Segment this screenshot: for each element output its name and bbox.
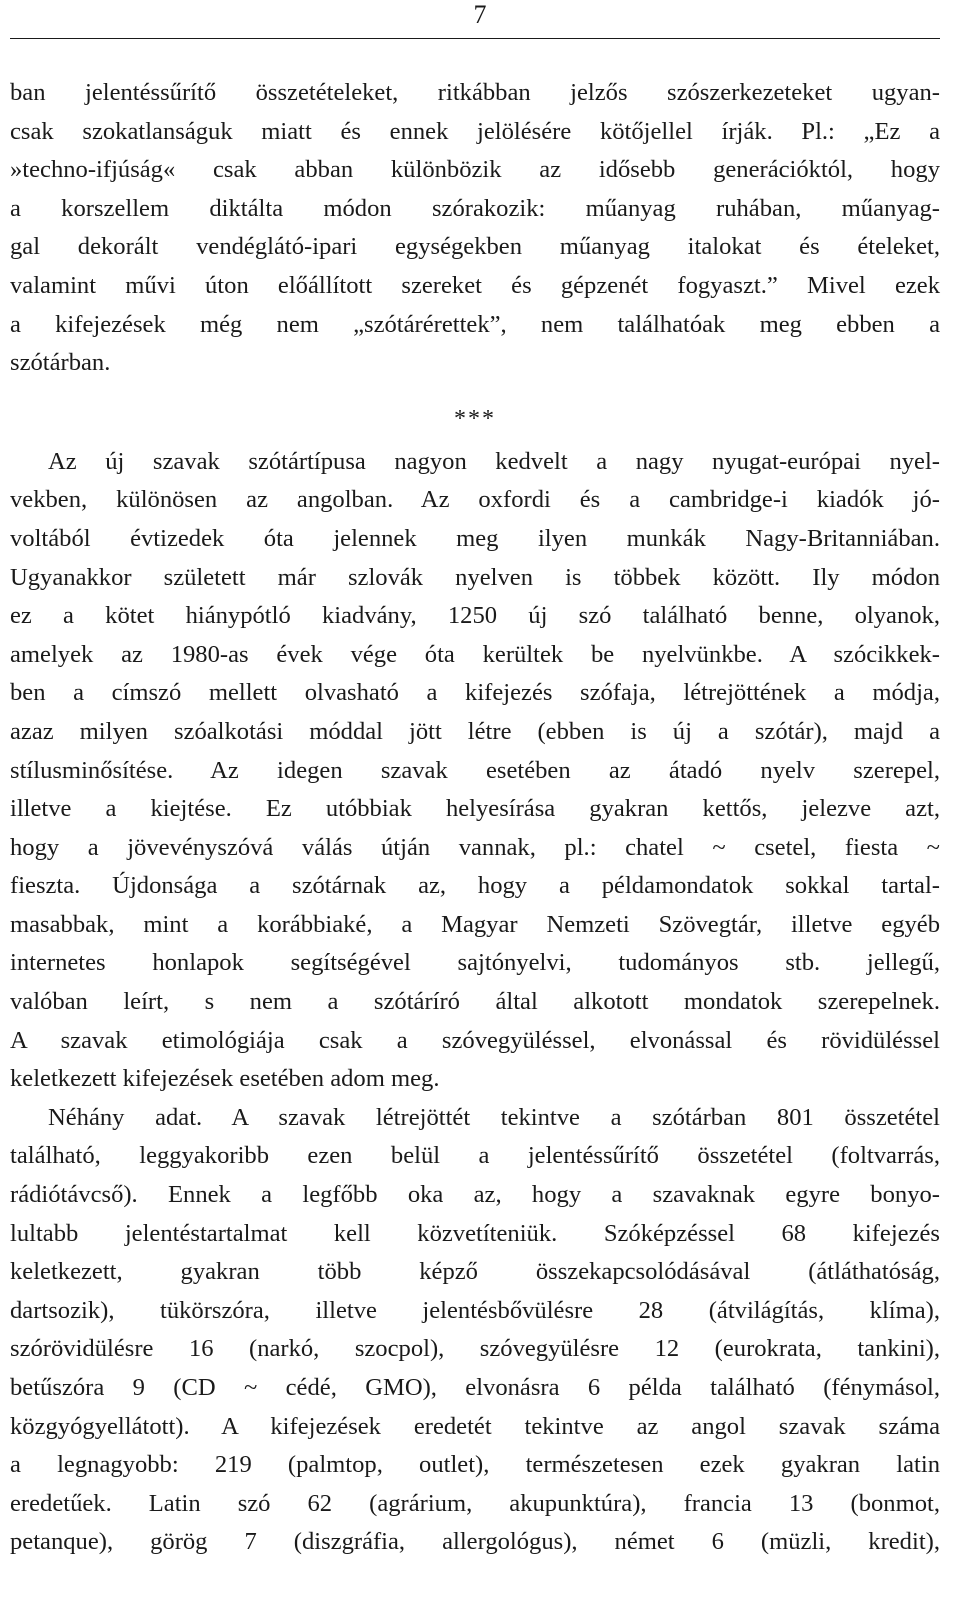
text-line: valóban leírt, s nem a szótáríró által alkotott mondatok szerepelnek. [10,988,940,1016]
text-line: a legnagyobb: 219 (palmtop, outlet), természetesen ezek gyakran latin [10,1451,940,1479]
text-line: illetve a kiejtése. Ez utóbbiak helyesírása gyakran kettős, jelezve azt, [10,795,940,823]
text-line: fieszta. Újdonsága a szótárnak az, hogy a példamondatok sokkal tartal- [10,872,940,900]
text-line: hogy a jövevényszóvá válás útján vannak, pl.: chatel ~ csetel, fiesta ~ [10,833,940,861]
text-line: ez a kötet hiánypótló kiadvány, 1250 új szó található benne, olyanok, [10,602,940,630]
text-line: szórövidülésre 16 (narkó, szocpol), szóvegyülésre 12 (eurokrata, tankini), [10,1335,940,1363]
text-line: ban jelentéssűrítő összetételeket, ritkábban jelzős szószerkezeteket ugyan- [10,79,940,106]
text-line: a kifejezések még nem „szótárérettek”, nem találhatóak meg ebben a [10,310,940,338]
text-line: azaz milyen szóalkotási móddal jött létre (ebben is új a szótár), majd a [10,717,940,745]
text-line: Néhány adat. A szavak létrejöttét tekintve a szótárban 801 összetétel [48,1103,940,1131]
text-line: A szavak etimológiája csak a szóvegyüléssel, elvonással és rövidüléssel [10,1026,940,1054]
paragraph-1 [10,74,940,383]
header-rule [10,38,940,39]
text-line: voltából évtizedek óta jelennek meg ilyen munkák Nagy-Britanniában. [10,524,940,552]
text-line: gal dekorált vendéglátó-ipari egységekben műanyag italokat és ételeket, [10,233,940,261]
text-line: vekben, különösen az angolban. Az oxfordi és a cambridge-i kiadók jó- [10,486,940,514]
text-line: stílusminősítése. Az idegen szavak esetében az átadó nyelv szerepel, [10,756,940,784]
text-line: a korszellem diktálta módon szórakozik: műanyag ruhában, műanyag- [10,194,940,222]
text-line: masabbak, mint a korábbiaké, a Magyar Nemzeti Szövegtár, illetve egyéb [10,910,940,938]
text-line: betűszóra 9 (CD ~ cédé, GMO), elvonásra 6 példa található (fénymásol, [10,1374,940,1401]
text-line: lultabb jelentéstartalmat kell közvetíteniük. Szóképzéssel 68 kifejezés [10,1219,940,1247]
text-line: eredetűek. Latin szó 62 (agrárium, akupunktúra), francia 13 (bonmot, [10,1489,940,1517]
page-number: 7 [473,0,487,29]
text-line: közgyógyellátott). A kifejezések eredetét tekintve az angol szavak száma [10,1412,940,1440]
text-line: rádiótávcső). Ennek a legfőbb oka az, hogy a szavaknak egyre bonyo- [10,1181,940,1209]
text-line: Ugyanakkor született már szlovák nyelven is többek között. Ily módon [10,563,940,591]
paragraph-3 [10,1099,940,1562]
text-line: csak szokatlanságuk miatt és ennek jelölésére kötőjellel írják. Pl.: „Ez a [10,117,940,145]
text-line: dartsozik), tükörszóra, illetve jelentésbővülésre 28 (átvilágítás, klíma), [10,1296,940,1324]
text-line: keletkezett kifejezések esetében adom meg. [10,1065,440,1093]
section-separator: *** [454,405,496,432]
text-line: amelyek az 1980-as évek vége óta kerültek be nyelvünkbe. A szócikkek- [10,640,940,668]
text-line: ben a címszó mellett olvasható a kifejezés szófaja, létrejöttének a módja, [10,679,940,707]
text-line: szótárban. [10,349,111,377]
text-line: valamint művi úton előállított szereket és gépzenét fogyaszt.” Mivel ezek [10,271,940,299]
text-line: található, leggyakoribb ezen belül a jelentéssűrítő összetétel (foltvarrás, [10,1142,940,1170]
text-line: keletkezett, gyakran több képző összekapcsolódásával (átláthatóság, [10,1258,940,1286]
text-line: »techno-ifjúság« csak abban különbözik az idősebb generációktól, hogy [10,156,940,184]
text-line: petanque), görög 7 (diszgráfia, allergológus), német 6 (müzli, kredit), [10,1528,940,1556]
body-text [10,74,940,1562]
text-line: internetes honlapok segítségével sajtónyelvi, tudományos stb. jellegű, [10,949,940,977]
paragraph-2 [10,443,940,1099]
text-line: Az új szavak szótártípusa nagyon kedvelt a nagy nyugat-európai nyel- [48,447,940,475]
